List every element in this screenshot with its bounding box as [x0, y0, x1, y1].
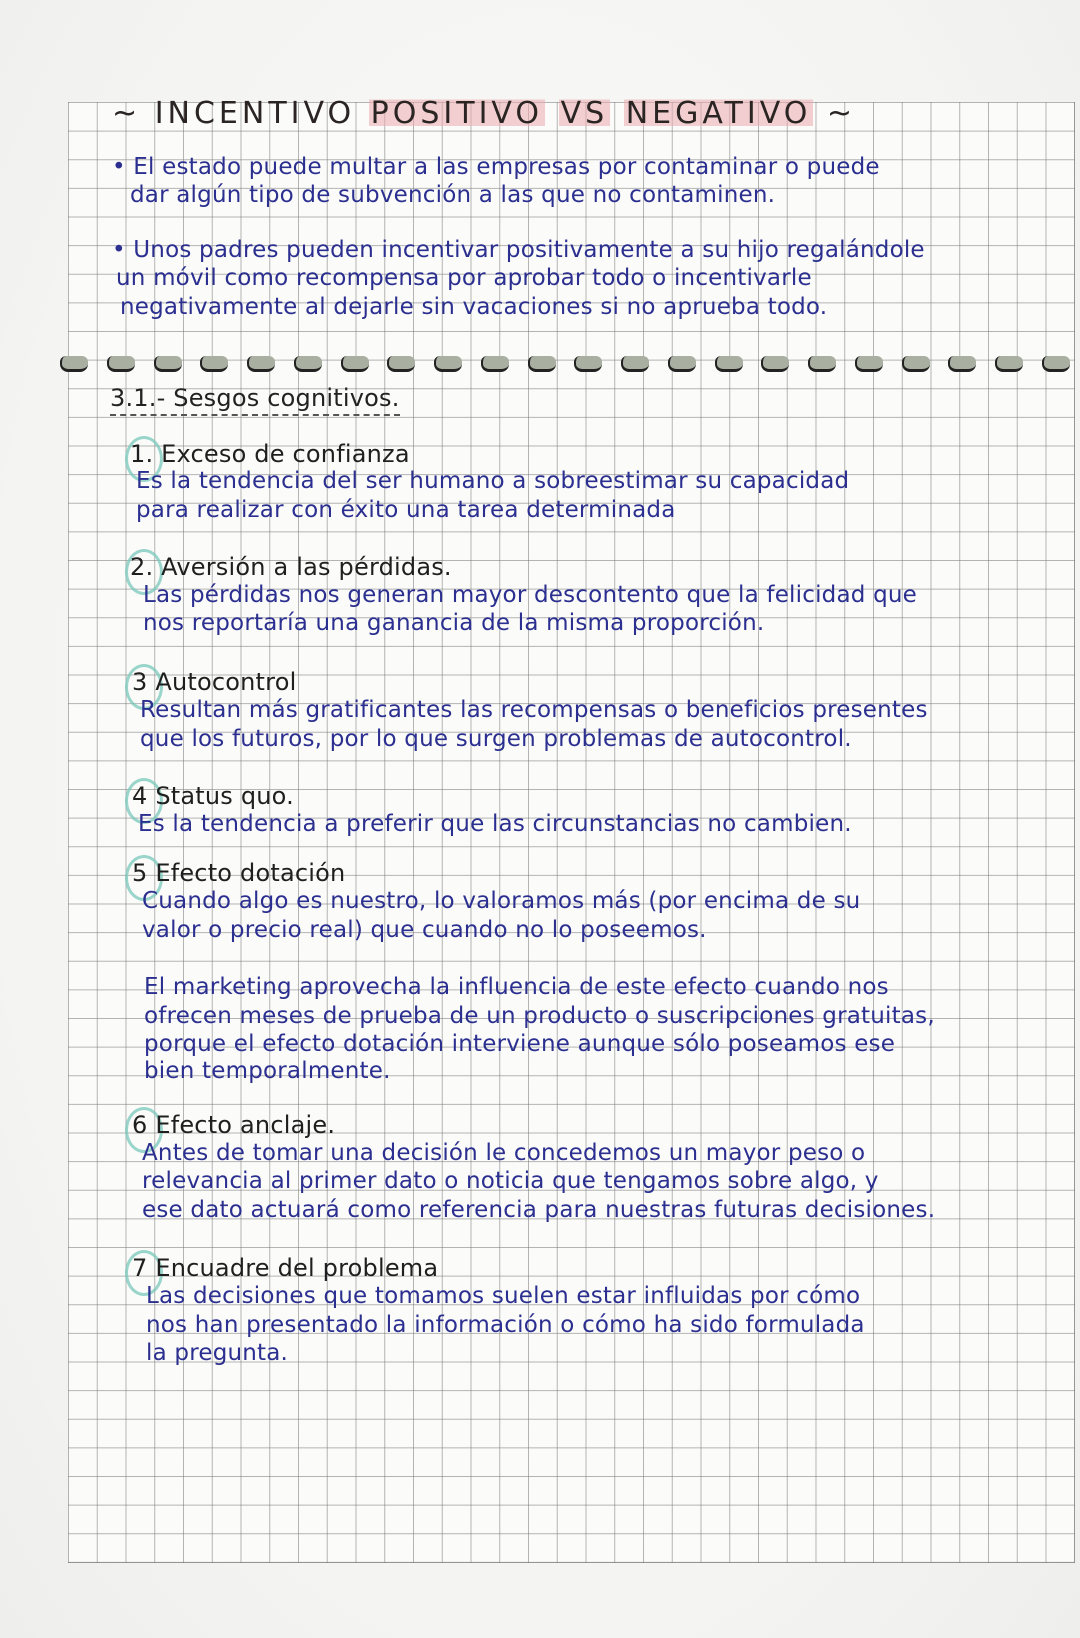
title-tilde-right: ~: [826, 96, 857, 131]
item-3-body-line-2: que los futuros, por lo que surgen problemas de autocontrol.: [140, 726, 852, 752]
item-2-title: Aversión a las pérdidas.: [161, 553, 452, 581]
item-5-body-line-1: Cuando algo es nuestro, lo valoramos más (por encima de su: [142, 888, 861, 914]
divider-blob: [200, 356, 228, 372]
page-title: [112, 96, 856, 131]
divider-blob: [247, 356, 275, 372]
title-word-negativo: NEGATIVO: [625, 96, 812, 131]
item-3-title: Autocontrol: [155, 668, 297, 696]
item-6-body-line-2: relevancia al primer dato o noticia que tengamos sobre algo, y: [142, 1168, 879, 1194]
divider-blob: [434, 356, 462, 372]
item-5-heading: [132, 859, 345, 887]
title-tilde-left: ~: [112, 96, 142, 131]
item-4-number: 4: [132, 782, 148, 810]
divider-blob: [715, 356, 743, 372]
divider-blob: [107, 356, 135, 372]
item-7-number: 7: [132, 1254, 148, 1282]
bullet-2-line-3: negativamente al dejarle sin vacaciones si no aprueba todo.: [120, 294, 828, 320]
item-2-number: 2.: [130, 553, 154, 581]
item-6-number: 6: [132, 1111, 148, 1139]
item-1-number: 1.: [130, 440, 154, 468]
title-word-incentivo: INCENTIVO: [154, 96, 356, 131]
item-1-heading: [130, 440, 410, 468]
divider-blob: [668, 356, 696, 372]
divider-blob: [341, 356, 369, 372]
item-6-body-line-1: Antes de tomar una decisión le concedemos un mayor peso o: [142, 1140, 866, 1166]
item-7-heading: [132, 1254, 438, 1282]
divider-blob: [1042, 356, 1070, 372]
item-6-title: Efecto anclaje.: [155, 1111, 336, 1139]
item-3-body-line-1: Resultan más gratificantes las recompensas o beneficios presentes: [140, 697, 928, 723]
item-5-extra-line-2: ofrecen meses de prueba de un producto o suscripciones gratuitas,: [144, 1003, 935, 1029]
item-7-body-line-3: la pregunta.: [146, 1340, 289, 1366]
item-5-title: Efecto dotación: [155, 859, 346, 887]
title-word-positivo: POSITIVO: [370, 96, 544, 131]
item-4-body-line-1: Es la tendencia a preferir que las circunstancias no cambien.: [138, 811, 852, 837]
item-2-body-line-1: Las pérdidas nos generan mayor descontento que la felicidad que: [143, 582, 917, 608]
item-6-heading: [132, 1111, 335, 1139]
bullet-1-line-2: dar algún tipo de subvención a las que no contaminen.: [130, 182, 776, 208]
divider-blob: [387, 356, 415, 372]
item-3-heading: [132, 668, 296, 696]
divider-blob: [995, 356, 1023, 372]
item-5-extra-line-1: El marketing aprovecha la influencia de este efecto cuando nos: [144, 974, 889, 1000]
divider-blob: [808, 356, 836, 372]
item-7-title: Encuadre del problema: [155, 1254, 439, 1282]
divider-blob: [154, 356, 182, 372]
divider-blob: [761, 356, 789, 372]
divider-blob: [481, 356, 509, 372]
item-5-number: 5: [132, 859, 148, 887]
section-title: 3.1.- Sesgos cognitivos.: [110, 384, 400, 416]
item-2-body-line-2: nos reportaría una ganancia de la misma proporción.: [143, 610, 765, 636]
divider-blob: [294, 356, 322, 372]
item-7-body-line-1: Las decisiones que tomamos suelen estar influidas por cómo: [146, 1283, 861, 1309]
divider-blob: [574, 356, 602, 372]
item-6-body-line-3: ese dato actuará como referencia para nuestras futuras decisiones.: [142, 1197, 936, 1223]
divider-blob: [528, 356, 556, 372]
section-divider: [60, 351, 1070, 377]
item-3-number: 3: [132, 668, 148, 696]
item-4-heading: [132, 782, 294, 810]
item-5-body-line-2: valor o precio real) que cuando no lo poseemos.: [142, 917, 707, 943]
bullet-2-line-2: un móvil como recompensa por aprobar todo o incentivarle: [116, 265, 812, 291]
item-1-body-line-2: para realizar con éxito una tarea determinada: [136, 497, 676, 523]
item-2-heading: [130, 553, 452, 581]
bullet-2-line-1: • Unos padres pueden incentivar positivamente a su hijo regalándole: [112, 237, 925, 263]
item-1-body-line-1: Es la tendencia del ser humano a sobreestimar su capacidad: [136, 468, 850, 494]
divider-blob: [621, 356, 649, 372]
item-7-body-line-2: nos han presentado la información o cómo ha sido formulada: [146, 1312, 865, 1338]
bullet-1-line-1: • El estado puede multar a las empresas por contaminar o puede: [112, 154, 880, 180]
divider-blob: [948, 356, 976, 372]
divider-blob: [902, 356, 930, 372]
divider-blob: [855, 356, 883, 372]
item-5-extra-line-3: porque el efecto dotación interviene aunque sólo poseamos ese: [144, 1031, 896, 1057]
item-1-title: Exceso de confianza: [161, 440, 410, 468]
item-5-extra-line-4: bien temporalmente.: [144, 1058, 391, 1084]
divider-blob: [60, 356, 88, 372]
title-word-vs: VS: [560, 96, 609, 131]
item-4-title: Status quo.: [155, 782, 294, 810]
